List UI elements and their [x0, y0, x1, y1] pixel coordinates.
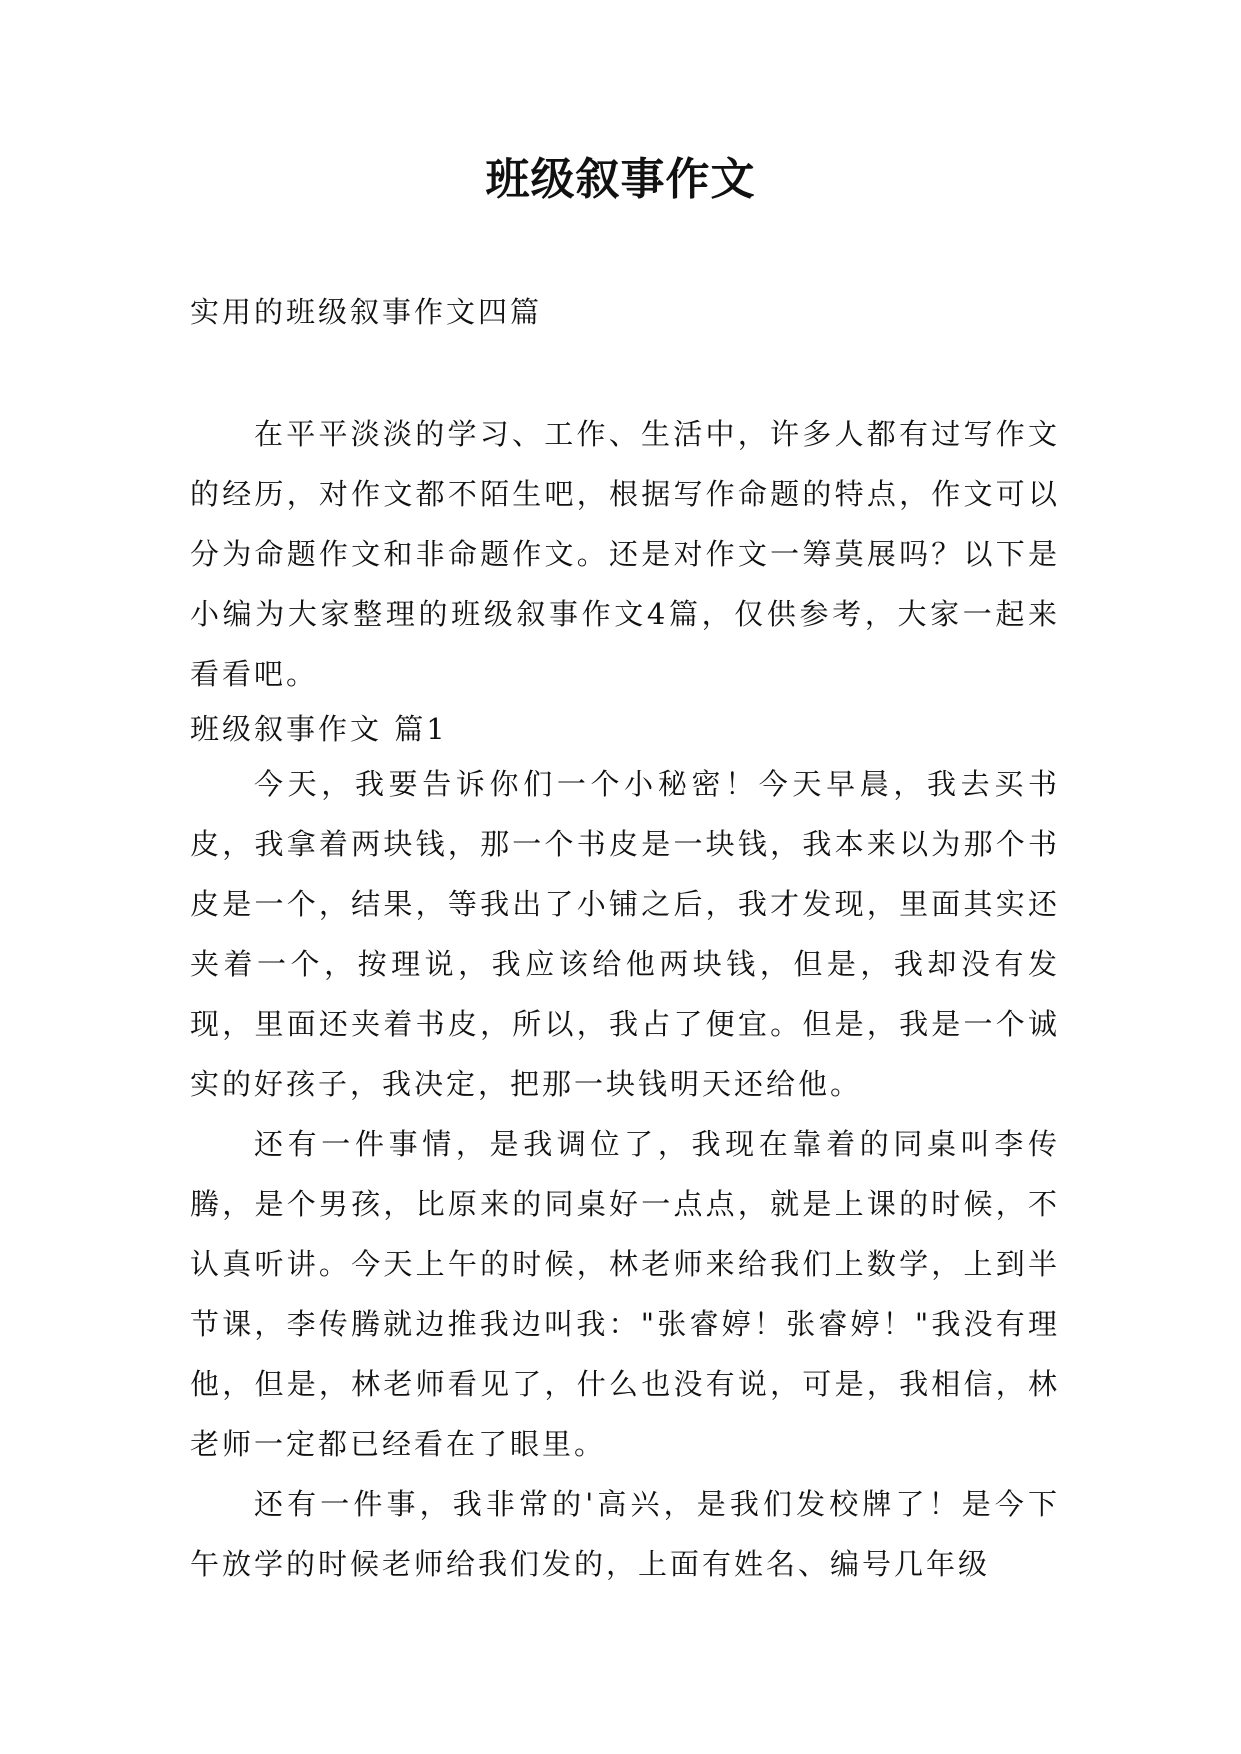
body-paragraph-2: 还有一件事情，是我调位了，我现在靠着的同桌叫李传腾，是个男孩，比原来的同桌好一点点，就是上课的时候，不认真听讲。今天上午的时候，林老师来给我们上数学，上到半节课，李传腾就边推我边叫我："张睿婷！张睿婷！"我没有理他，但是，林老师看见了，什么也没有说，可是，我相信，林老师一定都已经看在了眼里。 [190, 1127, 1060, 1461]
body-paragraph-1: 今天，我要告诉你们一个小秘密！今天早晨，我去买书皮，我拿着两块钱，那一个书皮是一块钱，我本来以为那个书皮是一个，结果，等我出了小铺之后，我才发现，里面其实还夹着一个，按理说，我应该给他两块钱，但是，我却没有发现，里面还夹着书皮，所以，我占了便宜。但是，我是一个诚实的好孩子，我决定，把那一块钱明天还给他。 [190, 767, 1060, 1101]
section-heading: 班级叙事作文 篇1 [190, 712, 448, 746]
document-body [190, 404, 1060, 1594]
document-subtitle: 实用的班级叙事作文四篇 [190, 295, 543, 329]
body-paragraph-3: 还有一件事，我非常的'高兴，是我们发校牌了！是今下午放学的时候老师给我们发的，上面有姓名、编号几年级 [190, 1487, 1060, 1581]
document-title: 班级叙事作文 [485, 154, 756, 205]
intro-paragraph: 在平平淡淡的学习、工作、生活中，许多人都有过写作文的经历，对作文都不陌生吧，根据写作命题的特点，作文可以分为命题作文和非命题作文。还是对作文一筹莫展吗？以下是小编为大家整理的班级叙事作文4篇，仅供参考，大家一起来看看吧。 [190, 417, 1060, 691]
